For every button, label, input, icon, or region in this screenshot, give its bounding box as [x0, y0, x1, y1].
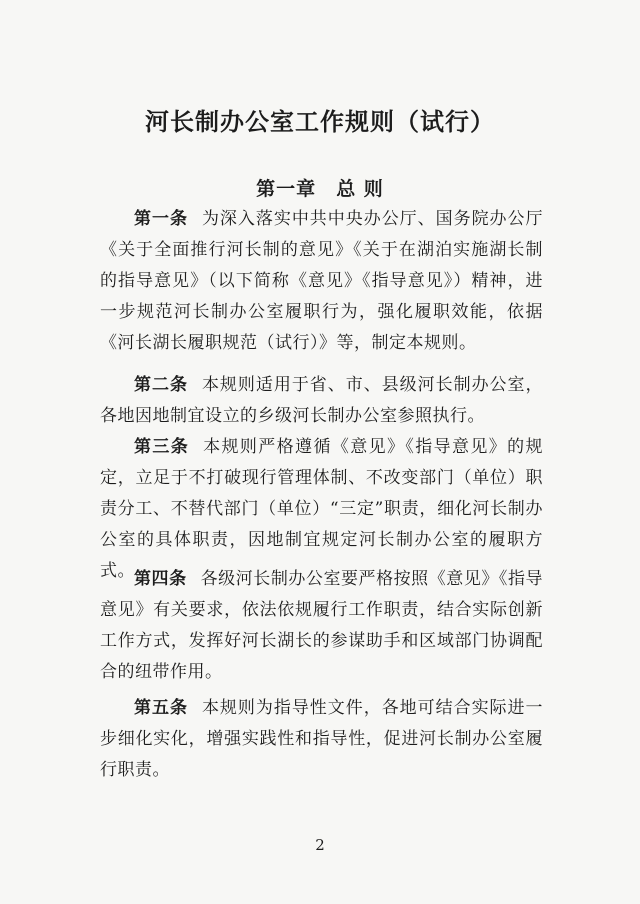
article-text: 各级河长制办公室要严格按照《意见》《指导意见》有关要求，依法依规履行工作职责，结合实际创新工作方式，发挥好河长湖长的参谋助手和区域部门协调配合的纽带作用。 — [100, 569, 544, 682]
chapter-number: 第一章 — [256, 178, 317, 200]
article-label: 第二条 — [134, 375, 188, 395]
article-4 — [100, 564, 543, 688]
page-number: 2 — [315, 836, 325, 854]
article-text: 本规则为指导性文件，各地可结合实际进一步细化实化，增强实践性和指导性，促进河长制办公室履行职责。 — [100, 698, 544, 780]
article-label: 第三条 — [134, 437, 190, 457]
chapter-heading — [0, 176, 640, 202]
article-label: 第五条 — [134, 698, 188, 718]
article-1 — [100, 204, 543, 359]
article-text: 本规则适用于省、市、县级河长制办公室，各地因地制宜设立的乡级河长制办公室参照执行。 — [100, 375, 544, 426]
article-5 — [100, 693, 543, 786]
article-2 — [100, 370, 543, 432]
article-text: 为深入落实中共中央办公厅、国务院办公厅《关于全面推行河长制的意见》《关于在湖泊实施湖长制的指导意见》（以下简称《意见》《指导意见》）精神，进一步规范河长制办公室履职行为，强化履职效能，依据《河长湖长履职规范（试行）》等，制定本规则。 — [100, 209, 544, 353]
article-text: 本规则严格遵循《意见》《指导意见》的规定，立足于不打破现行管理体制、不改变部门（单位）职责分工、不替代部门（单位）“三定”职责，细化河长制办公室的具体职责，因地制宜规定河长制办公室的履职方式。 — [100, 437, 544, 581]
document-title: 河长制办公室工作规则（试行） — [145, 108, 495, 136]
chapter-name: 总 则 — [336, 178, 384, 200]
article-label: 第四条 — [134, 569, 187, 589]
article-label: 第一条 — [134, 209, 188, 229]
